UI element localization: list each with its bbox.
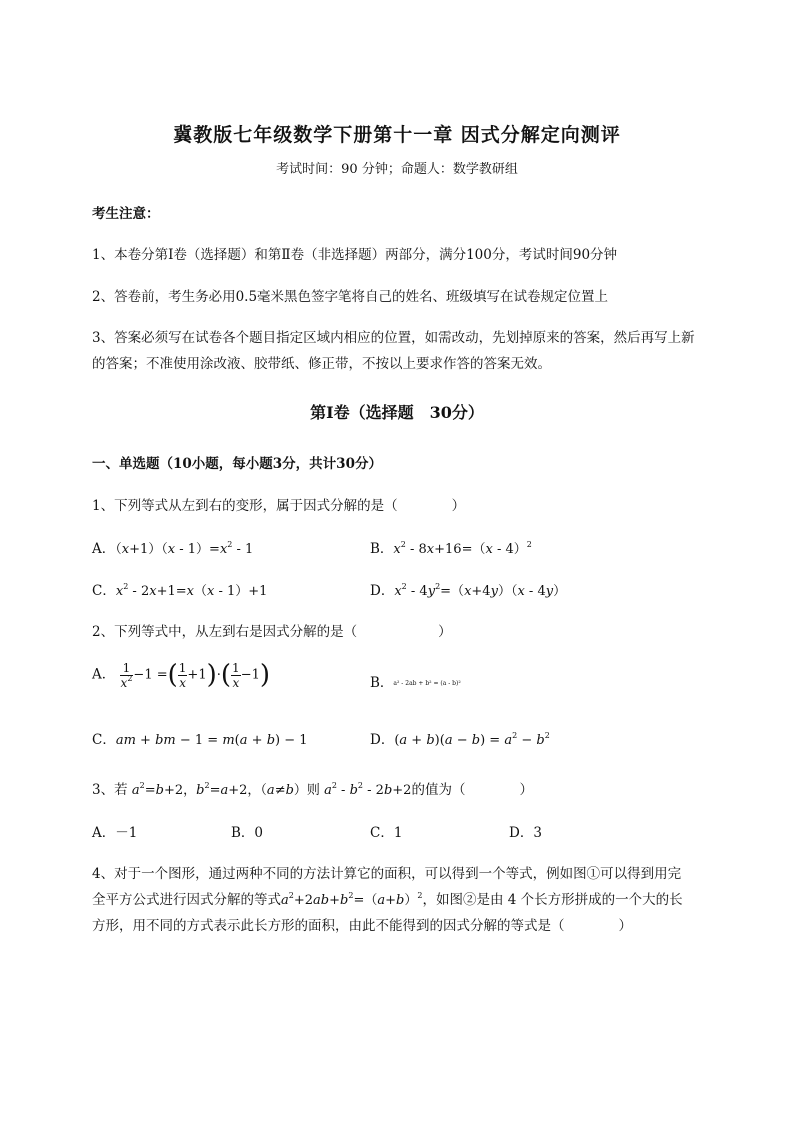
q3-suffix: 的值为（ ） xyxy=(411,782,533,798)
q3-prefix: 3、若 xyxy=(92,782,128,798)
q1-option-d[interactable]: D．$x^2 - 4y^2=(x+4y)(x - 4y)$ xyxy=(370,582,567,599)
option-label: A． xyxy=(92,666,116,683)
part-heading: 一、单选题（10小题，每小题3分，共计30分） xyxy=(92,456,382,472)
option-label: C． xyxy=(92,583,116,599)
q1-option-a[interactable]: A．$(x+1)(x - 1)=x^2 - 1$ xyxy=(92,540,254,557)
notice-item-2: 2、答卷前，考生务必用0.5毫米黑色签字笔将自己的姓名、班级填写在试卷规定位置上 xyxy=(92,289,609,305)
section-title: 第I卷（选择题 30分） xyxy=(310,403,484,422)
notice-heading: 考生注意： xyxy=(92,206,160,222)
fraction: $\frac{1}{x}$ xyxy=(232,660,240,690)
option-b-formula-image: a² - 2ab + b² = (a - b)² xyxy=(393,680,461,687)
fraction: $\frac{1}{x}$ xyxy=(178,660,187,690)
notice-item-3-cont: 的答案；不准使用涂改液、胶带纸、修正带，不按以上要求作答的答案无效。 xyxy=(92,356,551,372)
option-label: C． xyxy=(92,732,116,748)
q1-option-c[interactable]: C．$x^2 - 2x+1=x(x - 1)+1$ xyxy=(92,582,268,599)
document-title: 冀教版七年级数学下册第十一章 因式分解定向测评 xyxy=(173,124,621,146)
q3-option-b[interactable]: B．0 xyxy=(231,825,264,841)
option-label: D． xyxy=(370,732,395,748)
q4-line-2-prefix: 全平方公式进行因式分解的等式 xyxy=(92,892,281,908)
q3-option-d[interactable]: D．3 xyxy=(509,825,542,841)
q2-option-c[interactable]: C．am + bm − 1 = m(a + b) − 1 xyxy=(92,732,308,748)
q2-stem: 2、下列等式中，从左到右是因式分解的是（ ） xyxy=(92,624,452,640)
q2-option-d[interactable]: D．$(a + b)(a - b) = a^2 - b^2$ xyxy=(370,731,550,748)
q4-line-2-suffix: ，如图②是由 4 个长方形拼成的一个大的长 xyxy=(422,892,683,908)
notice-item-3: 3、答案必须写在试卷各个题目指定区域内相应的位置，如需改动，先划掉原来的答案，然后再写上新 xyxy=(92,330,695,346)
q1-option-b[interactable]: B．$x^2 - 8x+16=(x - 4)^2$ xyxy=(370,540,532,557)
q3-option-a[interactable]: A．－1 xyxy=(92,825,138,841)
option-label: D． xyxy=(370,583,395,599)
fraction: $\frac{1}{x^2}$ xyxy=(120,660,133,690)
q4-line-2: 全平方公式进行因式分解的等式$a^2+2ab+b^2=(a+b)^2$，如图②是由 4 个长方形拼成的一个大的长 xyxy=(92,891,683,908)
q2-option-a[interactable]: A． $\frac{1}{x^2}$ −1 =( $\frac{1}{x}$ +1)·( $\frac{1}{x}$ −1) xyxy=(92,660,271,690)
option-label: B． xyxy=(370,541,394,557)
exam-info: 考试时间：90 分钟；命题人：数学教研组 xyxy=(276,162,518,177)
q3-option-c[interactable]: C．1 xyxy=(370,825,403,841)
q4-line-3: 方形，用不同的方式表示此长方形的面积，由此不能得到的因式分解的等式是（ ） xyxy=(92,918,632,934)
option-label: B． xyxy=(370,675,394,691)
q1-stem: 1、下列等式从左到右的变形，属于因式分解的是（ ） xyxy=(92,498,466,514)
q4-line-1: 4、对于一个图形，通过两种不同的方法计算它的面积，可以得到一个等式，例如图①可以得到用完 xyxy=(92,866,682,882)
q3-stem: 3、若 $a^2=b+2$，$b^2=a+2$，（a≠b）则 $a^2 - b^2 - 2b+2$的值为（ ） xyxy=(92,781,533,798)
option-label: A． xyxy=(92,541,116,557)
notice-item-1: 1、本卷分第I卷（选择题）和第Ⅱ卷（非选择题）两部分，满分100分，考试时间90分钟 xyxy=(92,247,618,263)
q2-option-b[interactable] xyxy=(370,671,461,691)
